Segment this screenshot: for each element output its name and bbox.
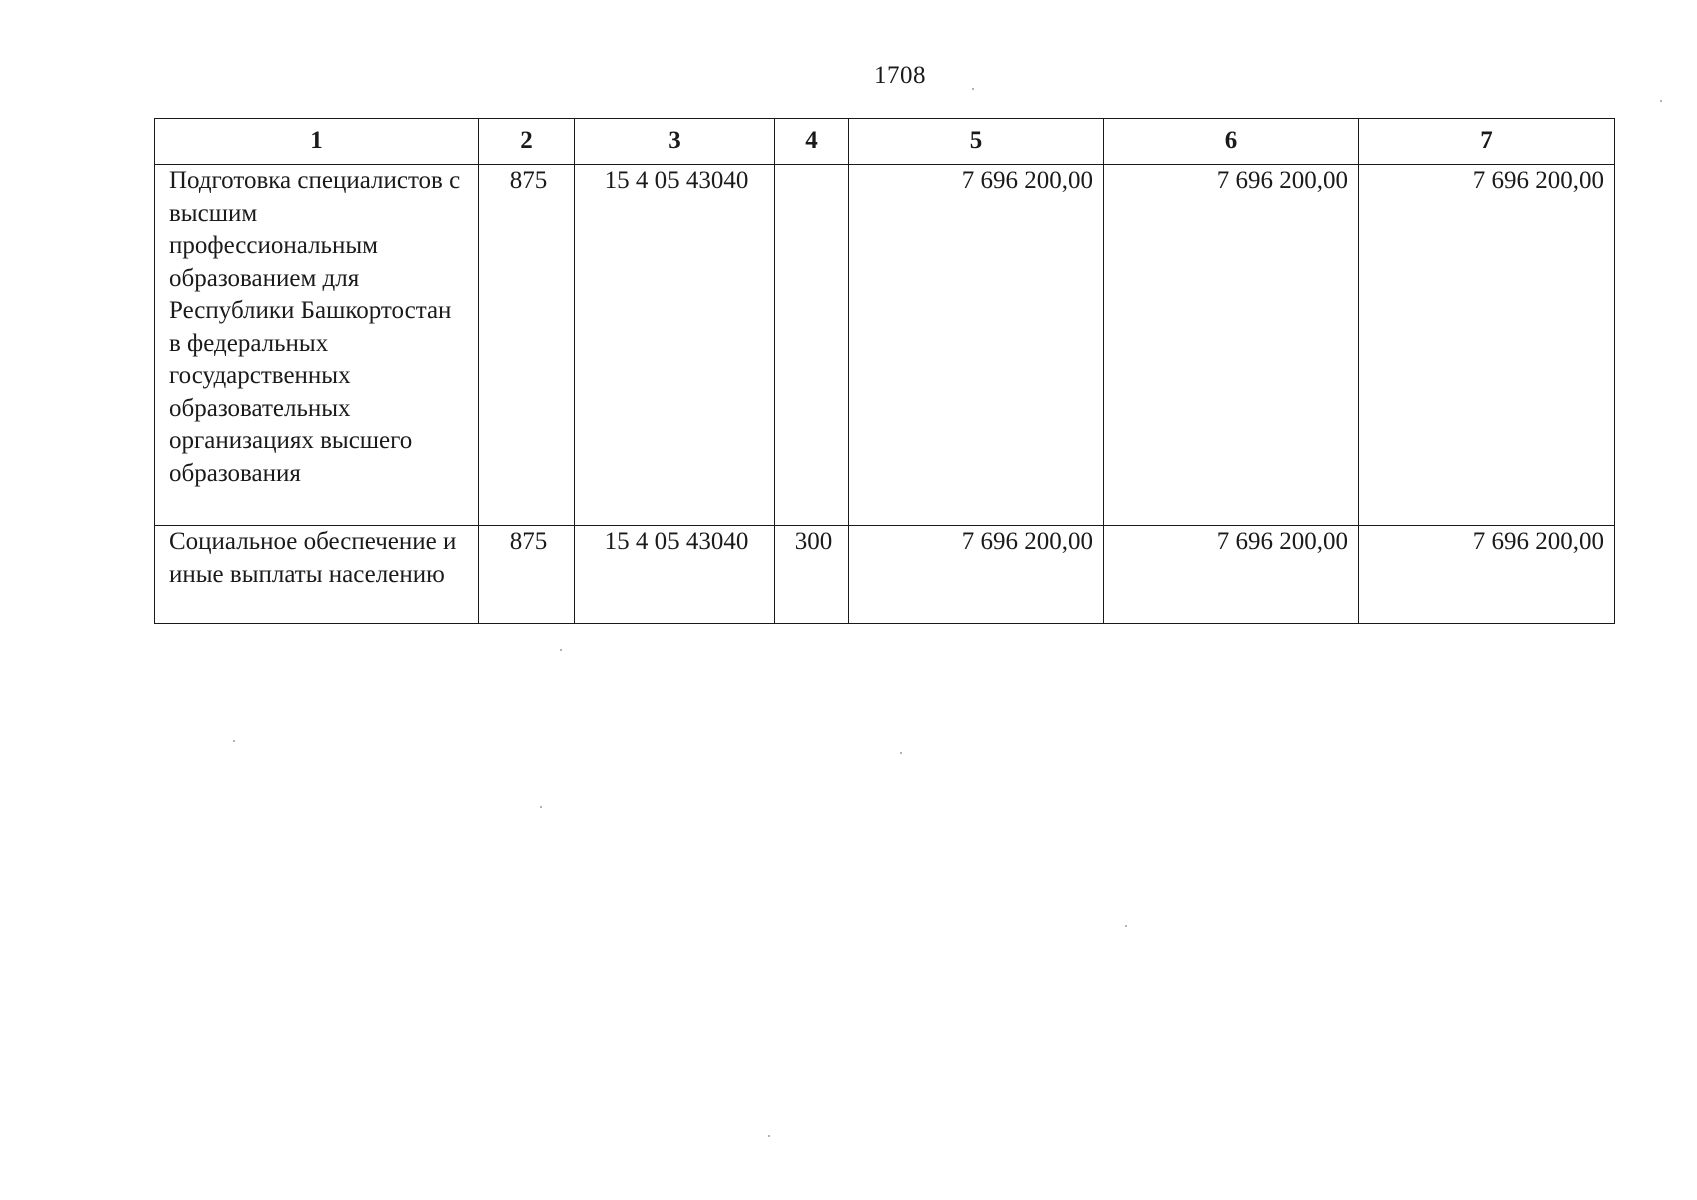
amount-cell: 7 696 200,00 xyxy=(1104,526,1359,624)
table-header-row xyxy=(155,119,1615,165)
scan-speck xyxy=(768,1135,770,1137)
row-description: Подготовка специалистов с высшим профессиональным образованием для Республики Башкортостан в федеральных государственных образовательных организациях высшего образования xyxy=(155,165,479,526)
target-code: 15 4 05 43040 xyxy=(575,526,775,624)
scan-speck xyxy=(1125,925,1127,927)
department-code: 875 xyxy=(479,165,575,526)
amount-cell: 7 696 200,00 xyxy=(1104,165,1359,526)
amount-cell: 7 696 200,00 xyxy=(1359,165,1615,526)
expense-type-code xyxy=(775,165,849,526)
amount-cell: 7 696 200,00 xyxy=(849,526,1104,624)
column-header: 1 xyxy=(155,119,479,165)
scan-speck xyxy=(1660,100,1662,102)
column-header: 3 xyxy=(575,119,775,165)
column-header: 6 xyxy=(1104,119,1359,165)
amount-cell: 7 696 200,00 xyxy=(1359,526,1615,624)
scan-speck xyxy=(972,88,974,90)
column-header: 2 xyxy=(479,119,575,165)
target-code: 15 4 05 43040 xyxy=(575,165,775,526)
department-code: 875 xyxy=(479,526,575,624)
amount-cell: 7 696 200,00 xyxy=(849,165,1104,526)
column-header: 4 xyxy=(775,119,849,165)
expense-type-code: 300 xyxy=(775,526,849,624)
scan-speck xyxy=(560,649,562,651)
page-number: 1708 xyxy=(874,62,926,89)
column-header: 7 xyxy=(1359,119,1615,165)
table-row xyxy=(155,165,1615,526)
scan-speck xyxy=(540,806,542,808)
scan-speck xyxy=(233,740,235,742)
row-description: Социальное обеспечение и иные выплаты населению xyxy=(155,526,479,624)
column-header: 5 xyxy=(849,119,1104,165)
budget-table xyxy=(154,118,1615,624)
scan-speck xyxy=(900,752,902,754)
table-row xyxy=(155,526,1615,624)
